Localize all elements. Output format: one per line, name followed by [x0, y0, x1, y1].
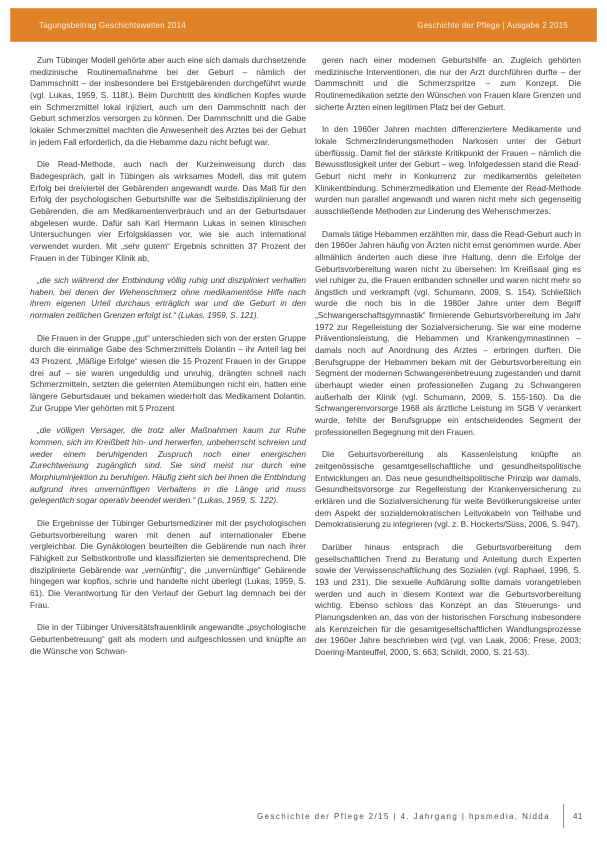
body-paragraph: Zum Tübinger Modell gehörte aber auch eine sich damals durchsetzende medizinische Routinemaßnahme bei der Geburt – nämlich der Dammschnitt – der insbesondere bei Erstgebärenden durchgeführt wurde (vgl. Lukas, 1959, S. 118f.). Beim Durchtritt des kindlichen Kopfes wurde ein Schmerzmittel lokal injiziert, auch um den Dammschnitt nach der Geburt schmerzlos versorgen zu können. Der Dammschnitt und die Gabe lokaler Schmerzmittel machten die Anwesenheit des Arztes bei der Geburt in jedem Fall erforderlich, da die Hebamme dazu nicht befugt war.	[30, 55, 306, 147]
footer-journal-info: Geschichte der Pflege 2/15 | 4. Jahrgang | hpsmedia, Nidda	[256, 811, 550, 821]
header-journal-label: Geschichte der Pflege | Ausgabe 2 2015	[417, 20, 568, 30]
body-paragraph: Die in der Tübinger Universitätsfrauenklinik angewandte „psychologische Geburtenbetreuung“ galt als modern und aufgeschlossen und knüpfte an die Wünsche von Schwan-	[30, 622, 306, 656]
page-number: 41	[573, 811, 583, 821]
body-paragraph: Darüber hinaus entsprach die Geburtsvorbereitung dem gesellschaftlichen Trend zu Beratung und Anleitung durch Experten sowie der Verwissenschaftlichung des Sozialen (vgl. Raphael, 1996, S. 193 und 231). Die sexuelle Aufklärung sollte damals vorangetrieben werden und auch in diesem Kontext war die Geburtsvorbereitung wichtig. Ebenso schloss das Konzept an das Steuerungs- und Planungsdenken an, das von der historischen Forschung insbesondere als Kennzeichen für die gesamtgesellschaftlichen Wandlungsprozesse der 1960er Jahre beschrieben wird (vgl. van Laak, 2006; Frese, 2003; Doering-Manteuffel, 2000, S. 663; Schildt, 2000, S. 21-53).	[315, 541, 581, 657]
body-paragraph: Die Geburtsvorbereitung als Kassenleistung knüpfte an zeitgenössische gesamtgesellschaftliche und gesundheitspolitische Entwicklungen an. Das neue gesundheitspolitische Prinzip war damals, Gesundheitsvorsorge zur Regelleistung der Krankenversicherung zu erklären und die Sozialversicherung für weite Bevölkerungskreise unter dem Aspekt der sozialdemokratischen Leitvokabeln von Teilhabe und Demokratisierung zu integrieren (vgl. z. B. Hockerts/Süss, 2006, S. 947).	[315, 449, 581, 530]
footer-divider	[563, 804, 564, 828]
body-paragraph: In den 1960er Jahren machten differenziertere Medikamente und lokale Schmerzlinderungsmethoden Narkosen unter der Geburt überflüssig. Damit fiel der stärkste Kritikpunkt der Frauen – nämlich die Bewusstlosigkeit unter der Geburt – weg. Infolgedessen stand die Read-Geburt nicht mehr in Konkurrenz zur medikamentös geleiteten Klinikentbindung. Schmerzmedikation und Elemente der Read-Methode wurden nun parallel angewandt und waren nicht mehr sich gegenseitig ausschließende Methoden zur Linderung des Wehenschmerzes.	[315, 124, 581, 216]
quote-paragraph: „die völligen Versager, die trotz aller Maßnahmen kaum zur Ruhe kommen, sich im Kreißbett hin- und herwerfen, unbeherrscht schreien und weder einem beruhigenden Zuspruch noch einer energischen Zurechtweisung zugänglich sind. Sie sind meist nur durch eine Morphiuminjektion zu beruhigen. Häufig zieht sich bei ihnen die Entbindung aufgrund ihres unvernünftigen Verhaltens in die Länge und muss gelegentlich sogar operativ beendet werden.“ (Lukas, 1959, S. 122).	[30, 425, 306, 506]
body-paragraph: Die Read-Methode, auch nach der Kurzeinweisung durch das Badegespräch, galt in Tübingen als wirksames Modell, das mit gutem Erfolg bei dreiviertel der Gebärenden angewandt wurde. Das Maß für den Erfolg der psychologischen Geburtshilfe war die Selbstdisziplinierung der Gebärenden, die am Medikamentenverbrauch und an der Geburtsdauer abgelesen wurde. Dafür sah Karl Hermann Lukas in seinen klinischen Untersuchungen vier Erfolgsklassen vor, wie sie auch international verwendet wurden. Mit „sehr gutem“ Ergebnis schnitten 37 Prozent der Frauen in der Tübinger Klinik ab,	[30, 159, 306, 263]
body-paragraph: Die Ergebnisse der Tübinger Geburtsmediziner mit der psychologischen Geburtsvorbereitung waren mit denen auf internationaler Ebene vergleichbar. Die Gynäkologen beurteilten die Gebärende nun nach ihrer Fähigkeit zur Selbstkontrolle und klassifizierten sie dementsprechend. Die disziplinierte Gebärende war „vernünftig“, die „unvernünftige“ Gebärende hingegen war kopflos, schrie und handelte nicht überlegt (Lukas, 1959, S. 61). Die Verantwortung für den Verlauf der Geburt lag demnach bei der Frau.	[30, 517, 306, 610]
quote-paragraph: „die sich während der Entbindung völlig ruhig und diszipliniert verhalten haben, bei denen der Wehenschmerz ohne medikamentöse Hilfe nach ihrem eigenen Urteil durchaus erträglich war und die Geburt in den normalen zeitlichen Grenzen erfolgt ist.“ (Lukas, 1959, S. 121).	[30, 275, 306, 321]
page-header	[10, 8, 597, 42]
right-column	[315, 55, 581, 670]
body-paragraph: Die Frauen in der Gruppe „gut“ unterschieden sich von der ersten Gruppe durch die einmalige Gabe des Schmerzmittels Dolantin – ihr Anteil lag bei 43 Prozent. „Mäßige Erfolge“ wiesen die 15 Prozent Frauen in der Gruppe drei auf – sie waren ungeduldig und unruhig, drängten schnell nach Schmerzmitteln, setzten die gelernten Atemübungen nicht ein, hatten eine längere Geburtsdauer und bekamen wiederholt das Medikament Dolantin. Zur Gruppe Vier gehörten mit 5 Prozent	[30, 332, 306, 413]
article-body	[30, 55, 581, 670]
body-paragraph: Damals tätige Hebammen erzählten mir, dass die Read-Geburt auch in den 1960er Jahren häufig von Ärzten nicht ernst genommen wurde. Aber allmählich änderten auch diese ihre Haltung, denn die Erfolge der Geburtsvorbereitung waren nicht zu übersehen: Im Kreißsaal ging es viel ruhiger zu, die Frauen entbanden schneller und waren nicht mehr so ängstlich und verkrampft (vgl. Schumann, 2009, S. 154). Schließlich wurde die noch bis in die 1980er Jahre unter dem Begriff „Schwangerschaftsgymnastik“ firmierende Geburtsvorbereitung im Jahr 1972 zur Regelleistung der Sozialversicherung. Sie war eine moderne Präventionsleistung, die Hebammen und Krankengymnastinnen – damals noch auf Anordnung des Arztes – erbringen durften. Die Berufsgruppe der Hebammen bekam mit der Geburtsvorbereitung ein Segment der modernen Schwangerenbetreuung zugestanden und damit überhaupt wieder einen professionellen Zugang zu Schwangeren außerhalb der Klinik (vgl. Schumann, 2009, S. 155-160). Da die Schwangerenvorsorge 1968 als ärztliche Leistung im SGB V verankert wurde, fehlte der Berufsgruppe ein entscheidendes Segment der professionellen Begegnung mit den Frauen.	[315, 228, 581, 437]
body-paragraph: geren nach einer modernen Geburtshilfe an. Zugleich gehörten medizinische Interventionen, die nur der Arzt durchführen durfte – der Dammschnitt und die Schmerzspritze – zum Konzept. Die Routinemedikation setzte den Wünschen von Frauen klare Grenzen und sicherte Ärzten einen legitimen Platz bei der Geburt.	[315, 55, 581, 112]
left-column	[30, 55, 306, 670]
header-conference-label: Tagungsbeitrag Geschichtswelten 2014	[39, 20, 186, 30]
page-footer	[0, 801, 595, 831]
